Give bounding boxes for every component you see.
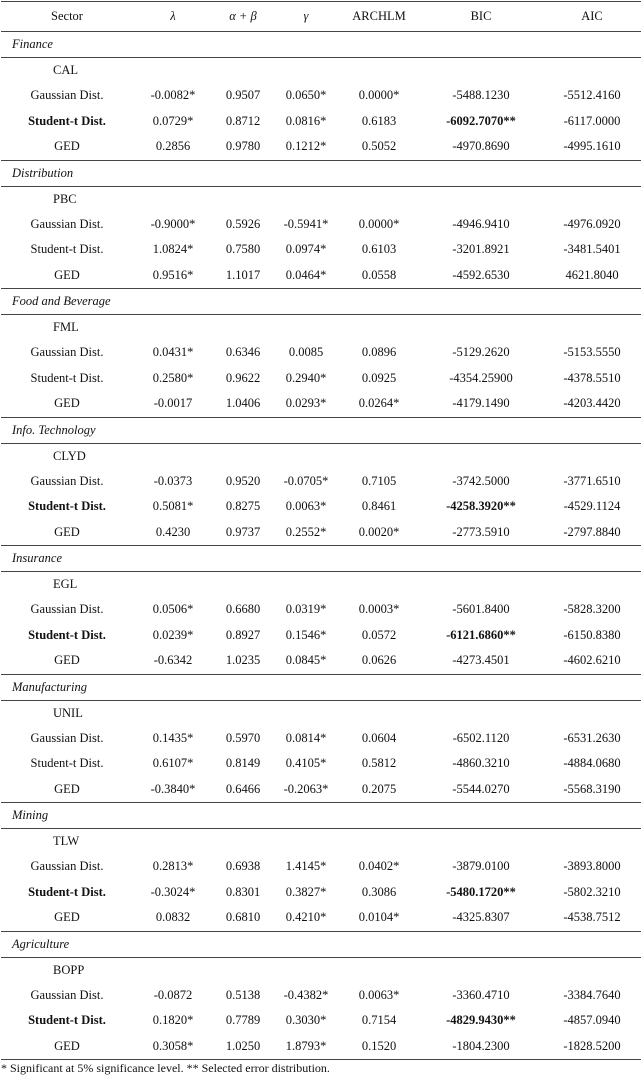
distribution-label: Gaussian Dist. [30, 602, 104, 617]
gamma-cell: 0.4105* [285, 756, 327, 771]
bic-cell: -4946.9410 [452, 216, 510, 231]
lambda-cell: 1.0824* [152, 242, 194, 257]
distribution-label: GED [1, 648, 133, 674]
lambda-cell: 0.0239* [152, 627, 194, 642]
distribution-label: Gaussian Dist. [30, 88, 104, 103]
sector-row [1, 160, 641, 186]
sector-row [1, 546, 641, 572]
ticker-row [1, 957, 641, 983]
gamma-cell: 0.0319* [285, 602, 327, 617]
sector-row [1, 674, 641, 700]
gamma-cell: 0.1546* [285, 627, 327, 642]
alpha-beta-cell: 1.1017 [213, 263, 273, 289]
aic-cell: -6531.2630 [563, 730, 621, 745]
ticker-label: EGL [53, 577, 78, 591]
alpha-beta-cell: 0.6346 [225, 345, 261, 360]
bic-cell: -5601.8400 [452, 602, 510, 617]
bic-cell: -5129.2620 [452, 345, 510, 360]
gamma-cell: 0.0650* [285, 88, 327, 103]
lambda-cell: 0.2813* [152, 859, 194, 874]
gamma-cell: 0.0814* [285, 730, 327, 745]
distribution-label: Student-t Dist. [28, 1013, 106, 1028]
table-row [1, 905, 641, 931]
distribution-label: Gaussian Dist. [30, 730, 104, 745]
archlm-cell: 0.0896 [361, 345, 397, 360]
aic-cell: -4976.0920 [563, 216, 621, 231]
header-alpha-beta: α + β [213, 2, 273, 32]
table-row [1, 391, 641, 417]
alpha-beta-cell: 0.9622 [225, 370, 261, 385]
header-sector: Sector [1, 2, 133, 32]
table-row [1, 623, 641, 649]
archlm-cell: 0.0925 [361, 370, 397, 385]
bic-cell: -3879.0100 [452, 859, 510, 874]
header-bic: BIC [419, 2, 543, 32]
aic-cell: -4884.0680 [563, 756, 621, 771]
bic-cell: -4860.3210 [452, 756, 510, 771]
lambda-cell: -0.0082* [150, 88, 196, 103]
sector-name: Distribution [1, 160, 641, 186]
header-lambda: λ [133, 2, 213, 32]
header-gamma: γ [273, 2, 339, 32]
alpha-beta-cell: 0.6680 [225, 602, 261, 617]
archlm-cell: 0.7154 [361, 1013, 397, 1028]
bic-cell: -2773.5910 [419, 520, 543, 546]
table-row [1, 648, 641, 674]
distribution-label: Student-t Dist. [30, 370, 104, 385]
gamma-cell: 0.0816* [285, 113, 327, 128]
table-row [1, 880, 641, 906]
bic-cell: -4829.9430** [446, 1013, 516, 1028]
lambda-cell: -0.9000* [150, 216, 196, 231]
bic-cell: -6502.1120 [452, 730, 510, 745]
table-row [1, 983, 641, 1009]
gamma-cell: 0.0293* [273, 391, 339, 417]
header-aic: AIC [543, 2, 641, 32]
bic-cell: -3360.4710 [452, 987, 510, 1002]
gamma-cell: -0.5941* [283, 216, 329, 231]
lambda-cell: 0.2856 [133, 134, 213, 160]
bic-cell: -4354.25900 [449, 370, 513, 385]
distribution-label: GED [1, 777, 133, 803]
distribution-label: GED [1, 391, 133, 417]
gamma-cell: 0.2940* [285, 370, 327, 385]
ticker-row [1, 700, 641, 726]
table-row [1, 263, 641, 289]
lambda-cell: -0.0017 [133, 391, 213, 417]
archlm-cell: 0.8461 [361, 499, 397, 514]
lambda-cell: 0.0506* [152, 602, 194, 617]
aic-cell: 4621.8040 [543, 263, 641, 289]
gamma-cell: 0.1212* [273, 134, 339, 160]
lambda-cell: 0.1820* [152, 1013, 194, 1028]
aic-cell: -6150.8380 [563, 627, 621, 642]
archlm-cell: 0.0626 [339, 648, 419, 674]
table-row [1, 597, 641, 623]
lambda-cell: -0.3840* [133, 777, 213, 803]
archlm-cell: 0.5812 [361, 756, 397, 771]
table-row [1, 777, 641, 803]
alpha-beta-cell: 0.7580 [225, 242, 261, 257]
distribution-label: GED [1, 520, 133, 546]
sector-name: Mining [1, 803, 641, 829]
gamma-cell: -0.4382* [283, 987, 329, 1002]
sector-name: Food and Beverage [1, 289, 641, 315]
lambda-cell: 0.3058* [133, 1034, 213, 1060]
distribution-label: Gaussian Dist. [30, 345, 104, 360]
distribution-label: Student-t Dist. [28, 627, 106, 642]
ticker-label: PBC [53, 191, 77, 206]
gamma-cell: -0.2063* [273, 777, 339, 803]
sector-name: Info. Technology [1, 417, 641, 443]
archlm-cell: 0.6103 [361, 242, 397, 257]
gamma-cell: 0.2552* [273, 520, 339, 546]
aic-cell: -4538.7512 [543, 905, 641, 931]
gamma-cell: 0.3030* [285, 1013, 327, 1028]
gamma-cell: -0.0705* [283, 473, 329, 488]
ticker-label: BOPP [53, 962, 85, 977]
ticker-label: FML [53, 320, 79, 334]
alpha-beta-cell: 0.8275 [225, 499, 261, 514]
aic-cell: -3481.5401 [563, 242, 621, 257]
bic-cell: -3742.5000 [452, 473, 510, 488]
bic-cell: -6092.7070** [446, 113, 516, 128]
archlm-cell: 0.0264* [339, 391, 419, 417]
table-body [1, 32, 641, 1060]
table-row [1, 109, 641, 135]
table-row [1, 469, 641, 495]
aic-cell: -5153.5550 [563, 345, 621, 360]
alpha-beta-cell: 0.5926 [225, 216, 261, 231]
aic-cell: -3771.6510 [563, 473, 621, 488]
sector-row [1, 289, 641, 315]
aic-cell: -4378.5510 [563, 370, 621, 385]
table-row [1, 83, 641, 109]
distribution-label: Student-t Dist. [28, 884, 106, 899]
gamma-cell: 0.0464* [273, 263, 339, 289]
distribution-label: GED [1, 263, 133, 289]
distribution-label: Student-t Dist. [30, 242, 104, 257]
alpha-beta-cell: 0.5138 [225, 987, 261, 1002]
table-row [1, 854, 641, 880]
lambda-cell: 0.6107* [152, 756, 194, 771]
alpha-beta-cell: 0.5970 [225, 730, 261, 745]
bic-cell: -4179.1490 [419, 391, 543, 417]
aic-cell: -6117.0000 [563, 113, 621, 128]
table-row [1, 1034, 641, 1060]
archlm-cell: 0.0104* [339, 905, 419, 931]
distribution-label: Student-t Dist. [30, 756, 104, 771]
ticker-label: CAL [53, 63, 78, 77]
archlm-cell: 0.0604 [361, 730, 397, 745]
table-row [1, 134, 641, 160]
lambda-cell: 0.5081* [152, 499, 194, 514]
ticker-label: CLYD [53, 448, 86, 463]
bic-cell: -4970.8690 [419, 134, 543, 160]
sector-name: Insurance [1, 546, 641, 572]
sector-name: Agriculture [1, 931, 641, 957]
header-row [1, 2, 641, 32]
lambda-cell: -0.0872 [153, 987, 193, 1002]
bic-cell: -1804.2300 [419, 1034, 543, 1060]
aic-cell: -5568.3190 [543, 777, 641, 803]
gamma-cell: 0.0063* [285, 499, 327, 514]
bic-cell: -4325.8307 [419, 905, 543, 931]
gamma-cell: 1.8793* [273, 1034, 339, 1060]
aic-cell: -4995.1610 [543, 134, 641, 160]
alpha-beta-cell: 0.8712 [225, 113, 261, 128]
distribution-label: Gaussian Dist. [30, 859, 104, 874]
sector-row [1, 803, 641, 829]
aic-cell: -5512.4160 [563, 88, 621, 103]
gamma-cell: 0.0085 [288, 345, 324, 360]
lambda-cell: -0.0373 [153, 473, 193, 488]
gamma-cell: 0.0845* [273, 648, 339, 674]
ticker-label: UNIL [53, 705, 83, 720]
lambda-cell: 0.1435* [152, 730, 194, 745]
distribution-label: Student-t Dist. [28, 499, 106, 514]
alpha-beta-cell: 0.7789 [225, 1013, 261, 1028]
lambda-cell: 0.0832 [133, 905, 213, 931]
aic-cell: -5802.3210 [563, 884, 621, 899]
archlm-cell: 0.6183 [361, 113, 397, 128]
gamma-cell: 1.4145* [285, 859, 327, 874]
aic-cell: -3384.7640 [563, 987, 621, 1002]
alpha-beta-cell: 0.9737 [213, 520, 273, 546]
lambda-cell: -0.6342 [133, 648, 213, 674]
aic-cell: -4203.4420 [543, 391, 641, 417]
archlm-cell: 0.2075 [339, 777, 419, 803]
table-row [1, 366, 641, 392]
table-row [1, 494, 641, 520]
distribution-label: GED [1, 134, 133, 160]
lambda-cell: 0.0729* [152, 113, 194, 128]
bic-cell: -5488.1230 [452, 88, 510, 103]
bic-cell: -4592.6530 [419, 263, 543, 289]
distribution-label: Gaussian Dist. [30, 216, 104, 231]
ticker-row [1, 315, 641, 341]
archlm-cell: 0.0402* [358, 859, 400, 874]
gamma-cell: 0.3827* [285, 884, 327, 899]
aic-cell: -2797.8840 [543, 520, 641, 546]
archlm-cell: 0.0003* [358, 602, 400, 617]
lambda-cell: 0.9516* [133, 263, 213, 289]
archlm-cell: 0.0572 [361, 627, 397, 642]
bic-cell: -4273.4501 [419, 648, 543, 674]
ticker-row [1, 829, 641, 855]
table-row [1, 751, 641, 777]
alpha-beta-cell: 0.9780 [213, 134, 273, 160]
bic-cell: -3201.8921 [452, 242, 510, 257]
archlm-cell: 0.0000* [358, 88, 400, 103]
alpha-beta-cell: 1.0235 [213, 648, 273, 674]
lambda-cell: 0.4230 [133, 520, 213, 546]
ticker-label: TLW [53, 834, 80, 848]
ticker-row [1, 186, 641, 212]
archlm-cell: 0.7105 [361, 473, 397, 488]
alpha-beta-cell: 0.8149 [225, 756, 261, 771]
table-row [1, 237, 641, 263]
archlm-cell: 0.0000* [358, 216, 400, 231]
archlm-cell: 0.0020* [339, 520, 419, 546]
aic-cell: -4602.6210 [543, 648, 641, 674]
sector-row [1, 417, 641, 443]
footnote: * Significant at 5% significance level. ** Selected error distribution. [1, 1061, 330, 1075]
lambda-cell: -0.3024* [150, 884, 196, 899]
alpha-beta-cell: 0.8927 [225, 627, 261, 642]
sector-name: Manufacturing [1, 674, 641, 700]
sector-name: Finance [1, 32, 641, 58]
archlm-cell: 0.5052 [339, 134, 419, 160]
table-row [1, 726, 641, 752]
alpha-beta-cell: 0.6938 [225, 859, 261, 874]
table-row [1, 520, 641, 546]
table-row [1, 1008, 641, 1034]
alpha-beta-cell: 0.8301 [225, 884, 261, 899]
header-archlm: ARCHLM [339, 2, 419, 32]
sector-row [1, 32, 641, 58]
distribution-label: Gaussian Dist. [30, 473, 104, 488]
aic-cell: -5828.3200 [563, 602, 621, 617]
gamma-cell: 0.0974* [285, 242, 327, 257]
bic-cell: -6121.6860** [446, 627, 516, 642]
distribution-label: GED [1, 1034, 133, 1060]
aic-cell: -4529.1124 [563, 499, 621, 514]
ticker-row [1, 443, 641, 469]
aic-cell: -4857.0940 [563, 1013, 621, 1028]
archlm-cell: 0.3086 [361, 884, 397, 899]
distribution-label: Student-t Dist. [28, 113, 106, 128]
aic-cell: -3893.8000 [563, 859, 621, 874]
bic-cell: -5480.1720** [446, 884, 516, 899]
archlm-cell: 0.0063* [358, 987, 400, 1002]
lambda-cell: 0.2580* [152, 370, 194, 385]
alpha-beta-cell: 1.0250 [213, 1034, 273, 1060]
bic-cell: -4258.3920** [446, 499, 516, 514]
archlm-cell: 0.0558 [339, 263, 419, 289]
bic-cell: -5544.0270 [419, 777, 543, 803]
sector-row [1, 931, 641, 957]
alpha-beta-cell: 1.0406 [213, 391, 273, 417]
alpha-beta-cell: 0.6466 [213, 777, 273, 803]
ticker-row [1, 572, 641, 598]
aic-cell: -1828.5200 [543, 1034, 641, 1060]
alpha-beta-cell: 0.9507 [225, 88, 261, 103]
alpha-beta-cell: 0.9520 [225, 473, 261, 488]
archlm-cell: 0.1520 [339, 1034, 419, 1060]
table-row [1, 212, 641, 238]
ticker-row [1, 58, 641, 84]
distribution-label: Gaussian Dist. [30, 987, 104, 1002]
garch-results-table [1, 1, 641, 1060]
table-row [1, 340, 641, 366]
gamma-cell: 0.4210* [273, 905, 339, 931]
lambda-cell: 0.0431* [152, 345, 194, 360]
distribution-label: GED [1, 905, 133, 931]
alpha-beta-cell: 0.6810 [213, 905, 273, 931]
